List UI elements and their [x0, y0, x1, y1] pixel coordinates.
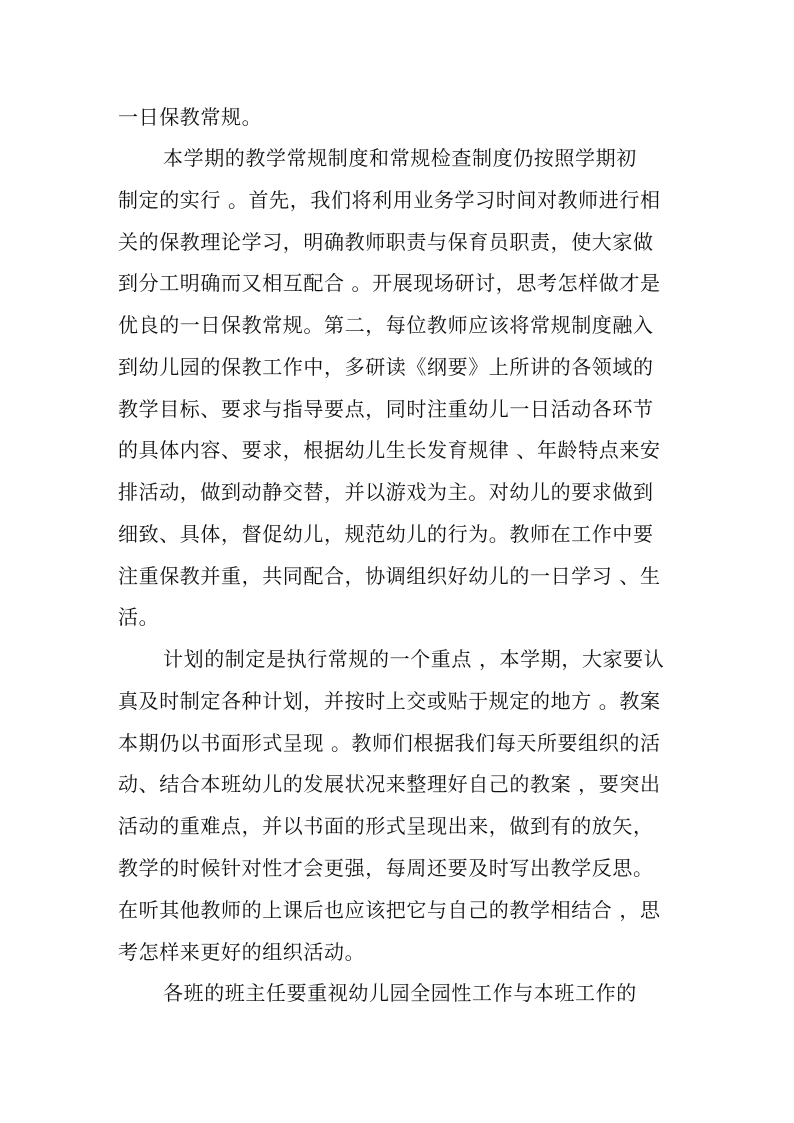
- text-line: 在听其他教师的上课后也应该把它与自己的教学相结合 ，思: [118, 898, 661, 922]
- text-line: 活。: [118, 605, 160, 629]
- text-line: 的具体内容、要求，根据幼儿生长发育规律 、年龄特点来安: [118, 438, 661, 462]
- text-line: 到幼儿园的保教工作中，多研读《纲要》上所讲的各领域的: [118, 355, 654, 379]
- paragraph-start-line: 本学期的教学常规制度和常规检查制度仍按照学期初: [163, 146, 637, 170]
- text-line: 制定的实行 。首先，我们将利用业务学习时间对教师进行相: [118, 188, 661, 212]
- text-line: 本期仍以书面形式呈现 。教师们根据我们每天所要组织的活: [118, 731, 661, 755]
- text-line: 排活动，做到动静交替，并以游戏为主。对幼儿的要求做到: [118, 480, 654, 504]
- text-line: 关的保教理论学习，明确教师职责与保育员职责，使大家做: [118, 230, 654, 254]
- text-line: 到分工明确而又相互配合 。开展现场研讨，思考怎样做才是: [118, 271, 661, 295]
- text-line: 教学的时候针对性才会更强，每周还要及时写出教学反思。: [118, 856, 654, 880]
- text-line: 细致、具体，督促幼儿，规范幼儿的行为。教师在工作中要: [118, 522, 654, 546]
- text-line: 优良的一日保教常规。第二，每位教师应该将常规制度融入: [118, 313, 654, 337]
- text-line: 真及时制定各种计划，并按时上交或贴于规定的地方 。教案: [118, 689, 661, 713]
- text-line: 教学目标、要求与指导要点，同时注重幼儿一日活动各环节: [118, 397, 654, 421]
- text-line: 动、结合本班幼儿的发展状况来整理好自己的教案 ，要突出: [118, 772, 661, 796]
- text-line: 考怎样来更好的组织活动。: [118, 940, 366, 964]
- paragraph-start-line: 计划的制定是执行常规的一个重点 ，本学期，大家要认: [163, 647, 665, 671]
- text-line: 一日保教常规。: [118, 105, 263, 129]
- text-line: 活动的重难点，并以书面的形式呈现出来，做到有的放矢，: [118, 814, 654, 838]
- text-line: 注重保教并重，共同配合，协调组织好幼儿的一日学习 、生: [118, 564, 661, 588]
- paragraph-start-line: 各班的班主任要重视幼儿园全园性工作与本班工作的: [163, 981, 637, 1005]
